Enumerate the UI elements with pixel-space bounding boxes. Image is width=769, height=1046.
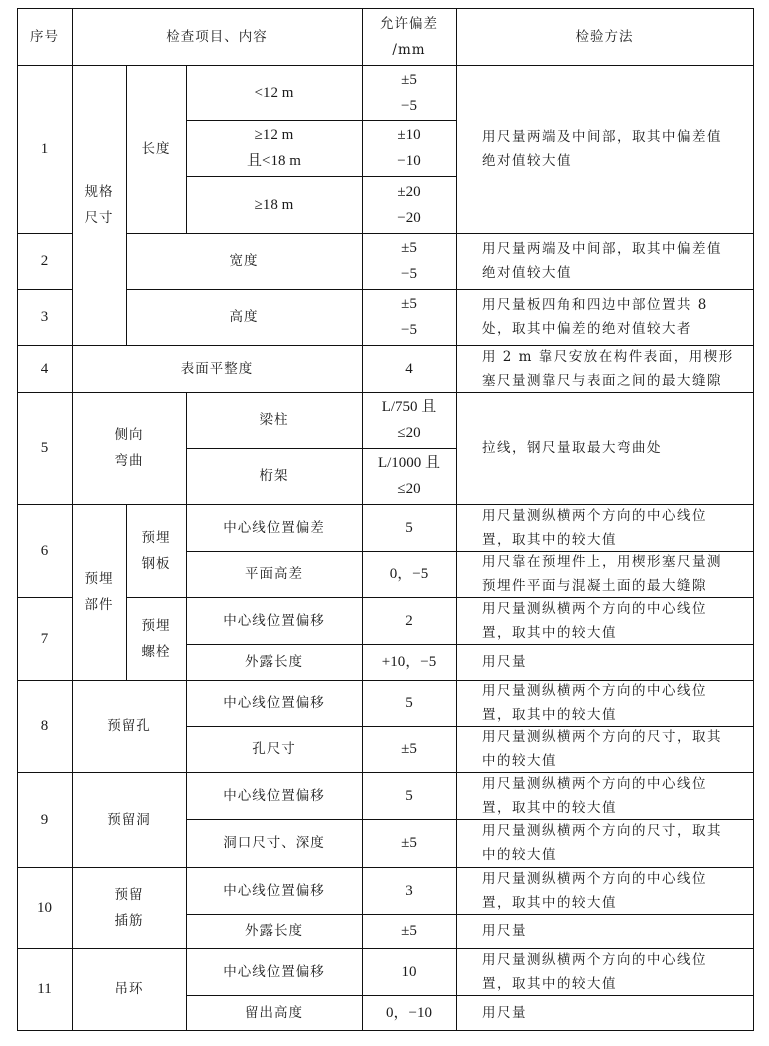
row-7b-method: 用尺量 bbox=[482, 654, 527, 670]
col-line-tol bbox=[456, 8, 457, 1031]
row-7-number: 7 bbox=[40, 630, 49, 647]
spec-size-group: 规格 尺寸 bbox=[84, 184, 114, 226]
row-11b-tol: 0，−10 bbox=[386, 1004, 432, 1021]
row-line-6a bbox=[186, 551, 754, 552]
beam-column-label: 梁柱 bbox=[259, 412, 289, 428]
embedded-parts-group: 预埋 部件 bbox=[84, 571, 114, 613]
row-8a-tol: 5 bbox=[405, 695, 413, 711]
row-7b-tol: +10，−5 bbox=[381, 654, 437, 670]
row-11b-item: 留出高度 bbox=[245, 1004, 303, 1021]
length-tol-3: ±20 −20 bbox=[397, 183, 421, 226]
length-tol-2: ±10 −10 bbox=[397, 127, 421, 169]
row-7a-item: 中心线位置偏移 bbox=[223, 612, 325, 629]
col-line-length bbox=[186, 65, 187, 233]
length-item-3: ≥18 m bbox=[254, 196, 294, 213]
flatness-label: 表面平整度 bbox=[180, 360, 254, 377]
col-line-item bbox=[362, 8, 363, 1031]
row-line-5a-tol bbox=[362, 448, 456, 449]
row-2-method: 用尺量两端及中间部，取其中偏差值 绝对值较大值 bbox=[482, 241, 722, 281]
row-3-number: 3 bbox=[40, 309, 49, 325]
row-5-number: 5 bbox=[40, 440, 49, 456]
row-6a-tol: 5 bbox=[405, 519, 413, 536]
row-9b-item: 洞口尺寸、深度 bbox=[223, 835, 325, 851]
row-line-7 bbox=[17, 680, 754, 681]
row-10a-item: 中心线位置偏移 bbox=[223, 882, 325, 899]
row-9b-method: 用尺量测纵横两个方向的尺寸，取其 中的较大值 bbox=[482, 823, 722, 863]
row-line-7a bbox=[186, 644, 754, 645]
row-11a-tol: 10 bbox=[401, 963, 417, 980]
header-tolerance: 允许偏差 /mm bbox=[380, 15, 438, 58]
row-line-6-no bbox=[17, 597, 72, 598]
row-9a-item: 中心线位置偏移 bbox=[223, 787, 325, 804]
row-line-11a bbox=[186, 995, 754, 996]
col-line-sub bbox=[186, 392, 187, 1030]
beam-column-tol: L/750 且 ≤20 bbox=[381, 399, 437, 441]
row-8b-method: 用尺量测纵横两个方向的尺寸，取其 中的较大值 bbox=[482, 729, 722, 769]
row-line-10a bbox=[186, 914, 754, 915]
row-7a-method: 用尺量测纵横两个方向的中心线位 置，取其中的较大值 bbox=[482, 600, 707, 641]
col-line-embed bbox=[126, 504, 127, 680]
row-8b-item: 孔尺寸 bbox=[252, 741, 296, 757]
row-line-2-no bbox=[17, 289, 72, 290]
row-line-5a bbox=[186, 448, 362, 449]
row-line-10 bbox=[17, 948, 754, 949]
row-4-method: 用 2 m 靠尺安放在构件表面，用楔形 塞尺量测靠尺与表面之间的最大缝隙 bbox=[482, 348, 734, 389]
row-11a-item: 中心线位置偏移 bbox=[223, 963, 325, 980]
header-method: 检验方法 bbox=[575, 28, 634, 45]
row-8a-method: 用尺量测纵横两个方向的中心线位 置，取其中的较大值 bbox=[482, 683, 707, 723]
row-3-method: 用尺量板四角和四边中部位置共 8 处，取其中偏差的绝对值较大者 bbox=[482, 297, 708, 337]
reserved-hole-group: 预留孔 bbox=[107, 718, 151, 734]
row-11b-method: 用尺量 bbox=[482, 1004, 527, 1021]
row-line-1b bbox=[186, 176, 456, 177]
embed-bolt-label: 预埋 螺栓 bbox=[141, 617, 171, 660]
row-10a-tol: 3 bbox=[405, 882, 413, 899]
row-line-header bbox=[17, 65, 754, 66]
reserved-opening-group: 预留洞 bbox=[107, 811, 151, 828]
row-2-number: 2 bbox=[40, 253, 49, 269]
row-line-1-no bbox=[17, 233, 72, 234]
row-line-2 bbox=[126, 289, 754, 290]
row-4-number: 4 bbox=[40, 360, 49, 377]
flatness-tol: 4 bbox=[405, 360, 413, 377]
embed-plate-label: 预埋 钢板 bbox=[141, 529, 171, 572]
row-line-1a bbox=[186, 120, 456, 121]
row-7a-tol: 2 bbox=[405, 612, 413, 629]
row-6-number: 6 bbox=[40, 542, 49, 559]
row-line-3 bbox=[17, 345, 754, 346]
row-11-number: 11 bbox=[37, 981, 52, 997]
row-9b-tol: ±5 bbox=[401, 835, 417, 851]
length-item-2: ≥12 m 且<18 m bbox=[247, 127, 301, 169]
row-6a-method: 用尺量测纵横两个方向的中心线位 置，取其中的较大值 bbox=[482, 507, 707, 548]
row-line-8 bbox=[17, 772, 754, 773]
row-1-number: 1 bbox=[40, 141, 49, 157]
truss-tol: L/1000 且 ≤20 bbox=[377, 455, 441, 497]
height-tol: ±5 −5 bbox=[401, 296, 417, 338]
row-5-method: 拉线，钢尺量取最大弯曲处 bbox=[482, 440, 662, 456]
col-line-no bbox=[72, 8, 73, 1031]
row-6b-tol: 0，−5 bbox=[389, 566, 429, 582]
row-10b-method: 用尺量 bbox=[482, 923, 527, 939]
height-label: 高度 bbox=[229, 309, 259, 325]
row-line-9a bbox=[186, 819, 754, 820]
row-10-number: 10 bbox=[37, 899, 52, 916]
width-label: 宽度 bbox=[229, 253, 259, 269]
lateral-bend-group: 侧向 弯曲 bbox=[114, 427, 144, 469]
truss-label: 桁架 bbox=[259, 468, 289, 484]
row-8b-tol: ±5 bbox=[401, 741, 417, 757]
row-6a-item: 中心线位置偏差 bbox=[223, 519, 325, 536]
row-11a-method: 用尺量测纵横两个方向的中心线位 置，取其中的较大值 bbox=[482, 951, 707, 992]
length-item-1: <12 m bbox=[254, 84, 294, 101]
col-line-spec bbox=[126, 65, 127, 345]
row-10b-item: 外露长度 bbox=[245, 923, 303, 939]
row-10a-method: 用尺量测纵横两个方向的中心线位 置，取其中的较大值 bbox=[482, 870, 707, 911]
header-item: 检查项目、内容 bbox=[166, 28, 268, 45]
frame-top bbox=[17, 8, 754, 9]
row-7b-item: 外露长度 bbox=[245, 654, 303, 670]
reserved-rebar-group: 预留 插筋 bbox=[114, 886, 144, 929]
row-6b-item: 平面高差 bbox=[245, 566, 303, 582]
row-line-6 bbox=[126, 597, 754, 598]
row-line-5 bbox=[17, 504, 754, 505]
row-6b-method: 用尺靠在预埋件上，用楔形塞尺量测 预埋件平面与混凝土面的最大缝隙 bbox=[482, 554, 722, 594]
row-10b-tol: ±5 bbox=[401, 923, 417, 939]
row-1-method: 用尺量两端及中间部，取其中偏差值 绝对值较大值 bbox=[482, 129, 722, 169]
length-label: 长度 bbox=[141, 141, 171, 157]
lifting-ring-group: 吊环 bbox=[114, 981, 144, 997]
length-tol-1: ±5 −5 bbox=[401, 71, 417, 114]
row-line-4 bbox=[17, 392, 754, 393]
row-9-number: 9 bbox=[40, 811, 49, 828]
row-9a-method: 用尺量测纵横两个方向的中心线位 置，取其中的较大值 bbox=[482, 775, 707, 816]
frame-left bbox=[17, 8, 18, 1031]
frame-right bbox=[753, 8, 754, 1031]
width-tol: ±5 −5 bbox=[401, 240, 417, 282]
row-line-9 bbox=[17, 867, 754, 868]
row-line-1 bbox=[126, 233, 754, 234]
row-8-number: 8 bbox=[40, 718, 49, 734]
row-line-8a bbox=[186, 726, 754, 727]
header-no: 序号 bbox=[30, 28, 59, 45]
frame-bottom bbox=[17, 1030, 754, 1031]
row-8a-item: 中心线位置偏移 bbox=[223, 695, 325, 711]
row-9a-tol: 5 bbox=[405, 787, 413, 804]
